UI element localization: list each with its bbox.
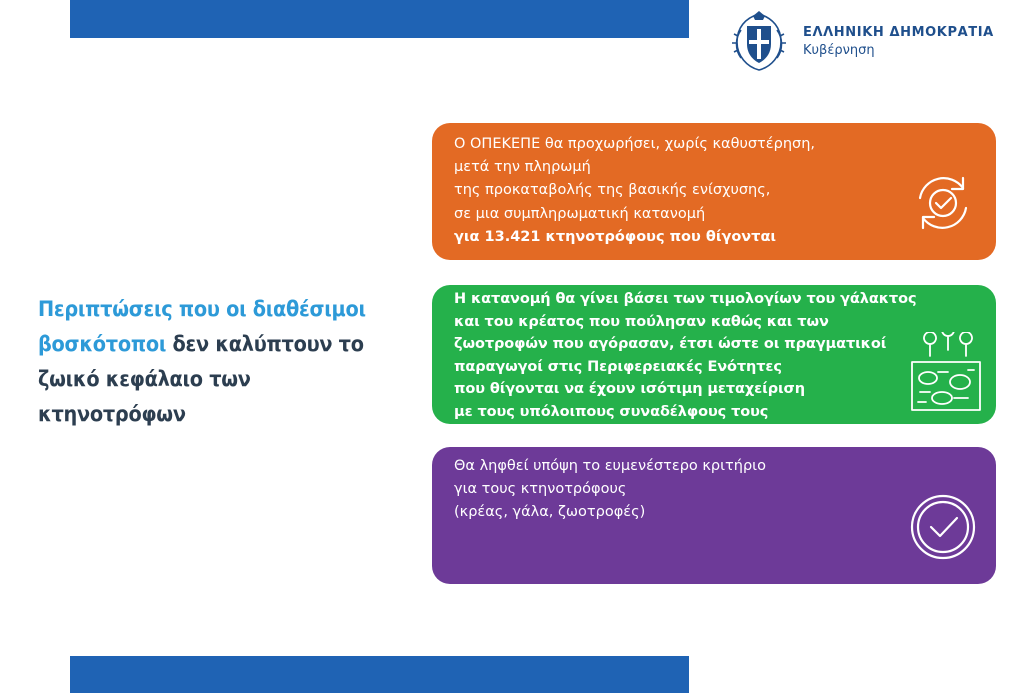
headline-line-3: ζωικό κεφάλαιο των κτηνοτρόφων <box>38 367 251 426</box>
info-card-allocation-basis <box>432 285 996 424</box>
card-text <box>454 288 924 424</box>
headline <box>38 292 388 432</box>
card-line: της προκαταβολής της βασικής ενίσχυσης, <box>454 182 771 199</box>
info-card-favorable-criterion <box>432 447 996 584</box>
headline-line-2-rest: δεν καλύπτουν το <box>166 332 364 356</box>
headline-line-2-highlight: βοσκότοποι <box>38 332 167 356</box>
refresh-check-icon <box>908 168 978 238</box>
card-line: Ο ΟΠΕΚΕΠΕ θα προχωρήσει, χωρίς καθυστέρηση, <box>454 136 816 152</box>
card-line: για τους κτηνοτρόφους <box>454 481 627 498</box>
greek-coat-of-arms-icon <box>727 10 791 74</box>
card-line: και του κρέατος που πούλησαν καθώς και των <box>454 313 829 330</box>
card-line: (κρέας, γάλα, ζωοτροφές) <box>454 504 646 521</box>
government-logo <box>727 10 994 74</box>
card-line: Η κατανομή θα γίνει βάσει των τιμολογίων του γάλακτος <box>454 291 917 307</box>
card-line: σε μια συμπληρωματική κατανομή <box>454 205 706 222</box>
logo-text <box>803 25 994 58</box>
card-line: ζωοτροφών που αγόρασαν, έτσι ώστε οι πραγματικοί <box>454 336 887 353</box>
map-livestock-icon <box>908 332 984 414</box>
card-line: μετά την πληρωμή <box>454 159 591 176</box>
card-text <box>454 455 924 525</box>
bottom-accent-bar <box>70 656 689 693</box>
top-accent-bar <box>70 0 689 38</box>
headline-line-1: Περιπτώσεις που οι διαθέσιμοι <box>38 297 366 321</box>
card-bold-line: με τους υπόλοιπους συναδέλφους τους <box>454 403 769 420</box>
card-line: παραγωγοί στις Περιφερειακές Ενότητες <box>454 358 782 375</box>
headline-line-2 <box>38 327 388 362</box>
card-bold-line: για 13.421 κτηνοτρόφους που θίγονται <box>454 228 777 245</box>
card-line <box>454 378 924 401</box>
org-title: ΕΛΛΗΝΙΚΗ ΔΗΜΟΚΡΑΤΙΑ <box>803 25 994 41</box>
card-line-prefix: που θίγονται να έχουν <box>454 381 641 398</box>
org-subtitle: Κυβέρνηση <box>803 43 875 58</box>
info-card-supplementary-allocation <box>432 123 996 260</box>
card-line-emphasis: ισότιμη μεταχείριση <box>640 381 805 398</box>
card-line: Θα ληφθεί υπόψη το ευμενέστερο κριτήριο <box>454 458 766 474</box>
card-text <box>454 133 924 249</box>
check-circle-icon <box>908 492 978 562</box>
